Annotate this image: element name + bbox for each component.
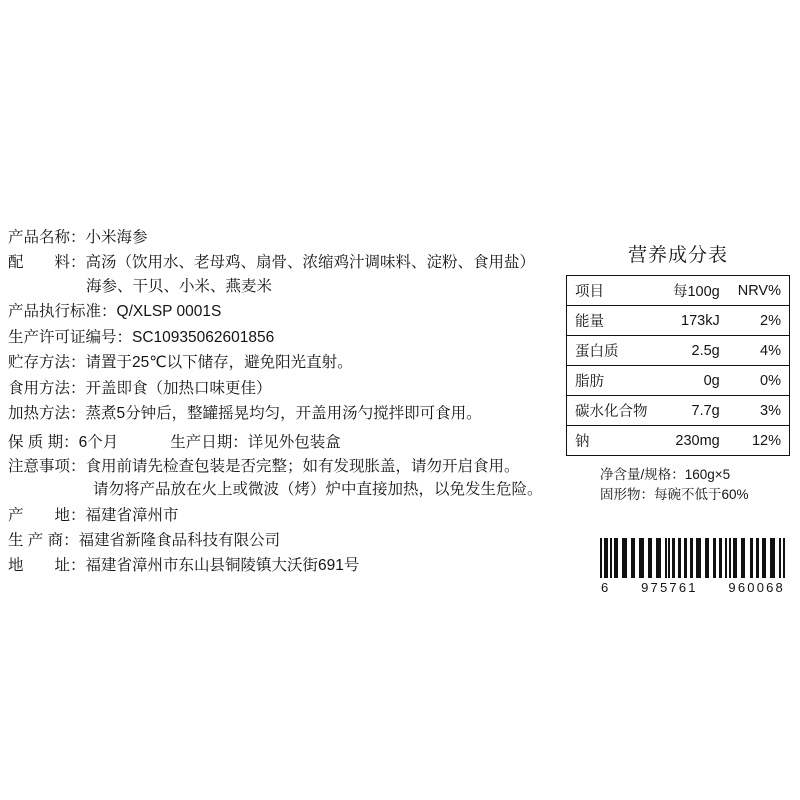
nutrition-panel — [566, 240, 790, 506]
label-solid-content: 固形物： — [600, 487, 654, 503]
value-product-name: 小米海参 — [85, 229, 148, 246]
value-address: 福建省漳州市东山县铜陵镇大沃街691号 — [85, 557, 360, 575]
value-storage: 请置于25℃以下储存，避免阳光直射。 — [85, 354, 353, 372]
cell-item: 脂肪 — [567, 366, 660, 396]
cell-nrv: 0% — [730, 366, 790, 396]
barcode-digits — [600, 580, 786, 595]
info-row-product-name — [8, 228, 568, 248]
barcode-digits-mid: 975761 — [641, 580, 698, 595]
table-row — [567, 366, 790, 396]
label-origin: 产 地： — [8, 506, 86, 524]
solid-content-line — [600, 485, 790, 505]
net-weight-line — [600, 465, 790, 485]
cell-amount: 0g — [660, 366, 730, 396]
value-shelf-life: 6个月 — [78, 433, 119, 451]
barcode-bars — [600, 538, 786, 578]
value-net-weight: 160g×5 — [684, 467, 731, 482]
value-license: SC10935062601856 — [132, 328, 275, 346]
value-origin: 福建省漳州市 — [85, 506, 179, 524]
cell-item: 碳水化合物 — [567, 396, 660, 426]
info-row-heating — [8, 404, 568, 424]
info-row-storage — [8, 353, 568, 373]
barcode-digit-left: 6 — [601, 580, 611, 595]
cell-amount: 7.7g — [660, 396, 730, 426]
cell-nrv: 12% — [751, 432, 781, 449]
info-row-notes — [8, 457, 568, 477]
info-row-standard — [8, 302, 568, 322]
value-ingredients-continued: 海参、干贝、小米、燕麦米 — [86, 277, 273, 295]
cell-nrv: 3% — [730, 396, 790, 426]
cell-nrv: 4% — [730, 336, 790, 366]
info-row-ingredients — [8, 253, 568, 273]
header-item: 项目 — [567, 276, 660, 306]
barcode-digits-right: 960068 — [728, 580, 785, 595]
label-address: 地 址： — [8, 557, 86, 575]
label-shelf-life: 保 质 期： — [8, 433, 79, 451]
net-weight-info — [566, 465, 790, 506]
cell-item: 蛋白质 — [567, 336, 660, 366]
info-row-origin — [8, 506, 568, 526]
value-production-date: 详见外包装盒 — [247, 433, 341, 451]
table-row — [567, 336, 790, 366]
cell-nrv: 2% — [730, 306, 790, 336]
label-manufacturer: 生 产 商： — [8, 531, 79, 549]
header-nrv: NRV% — [730, 276, 790, 306]
barcode — [600, 538, 786, 595]
label-production-date: 生产日期： — [170, 433, 248, 451]
info-row-license — [8, 328, 568, 348]
cell-amount: 230mg — [675, 432, 720, 449]
value-notes-line1: 食用前请先检查包装是否完整；如有发现胀盖，请勿开启食用。 — [85, 457, 520, 475]
nutrition-table — [566, 275, 790, 456]
info-row-manufacturer — [8, 531, 568, 551]
value-ingredients: 高汤（饮用水、老母鸡、扇骨、浓缩鸡汁调味料、淀粉、食用盐） — [85, 254, 536, 272]
label-heating: 加热方法： — [8, 405, 86, 423]
cell-amount: 173kJ — [660, 306, 730, 336]
label-product-name: 产品名称： — [8, 229, 86, 246]
header-amount: 每100g — [660, 276, 730, 306]
info-row-address — [8, 556, 568, 576]
label-license: 生产许可证编号： — [8, 328, 133, 346]
cell-item: 能量 — [567, 306, 660, 336]
table-header-row — [567, 276, 790, 306]
table-row — [567, 396, 790, 426]
label-net-weight: 净含量/规格： — [600, 467, 685, 482]
info-row-serving — [8, 379, 568, 399]
table-row — [567, 426, 790, 456]
product-info-block — [8, 228, 568, 582]
value-notes-line2: 请勿将产品放在火上或微波（烤）炉中直接加热，以免发生危险。 — [93, 481, 543, 499]
cell-item: 钠 — [575, 434, 590, 450]
value-heating: 蒸煮5分钟后，整罐摇晃均匀，开盖用汤勺搅拌即可食用。 — [85, 405, 482, 423]
label-ingredients: 配 料： — [8, 254, 86, 272]
value-manufacturer: 福建省新隆食品科技有限公司 — [78, 531, 281, 549]
value-standard: Q/XLSP 0001S — [116, 303, 222, 321]
cell-amount: 2.5g — [660, 336, 730, 366]
label-storage: 贮存方法： — [8, 354, 86, 372]
info-row-shelf-production — [8, 430, 568, 452]
label-standard: 产品执行标准： — [8, 303, 117, 321]
table-row — [567, 306, 790, 336]
value-serving: 开盖即食（加热口味更佳） — [85, 379, 272, 397]
label-notes: 注意事项： — [8, 457, 86, 475]
value-solid-content: 每碗不低于60% — [654, 487, 749, 503]
nutrition-title: 营养成分表 — [627, 245, 728, 266]
label-serving: 食用方法： — [8, 379, 86, 397]
